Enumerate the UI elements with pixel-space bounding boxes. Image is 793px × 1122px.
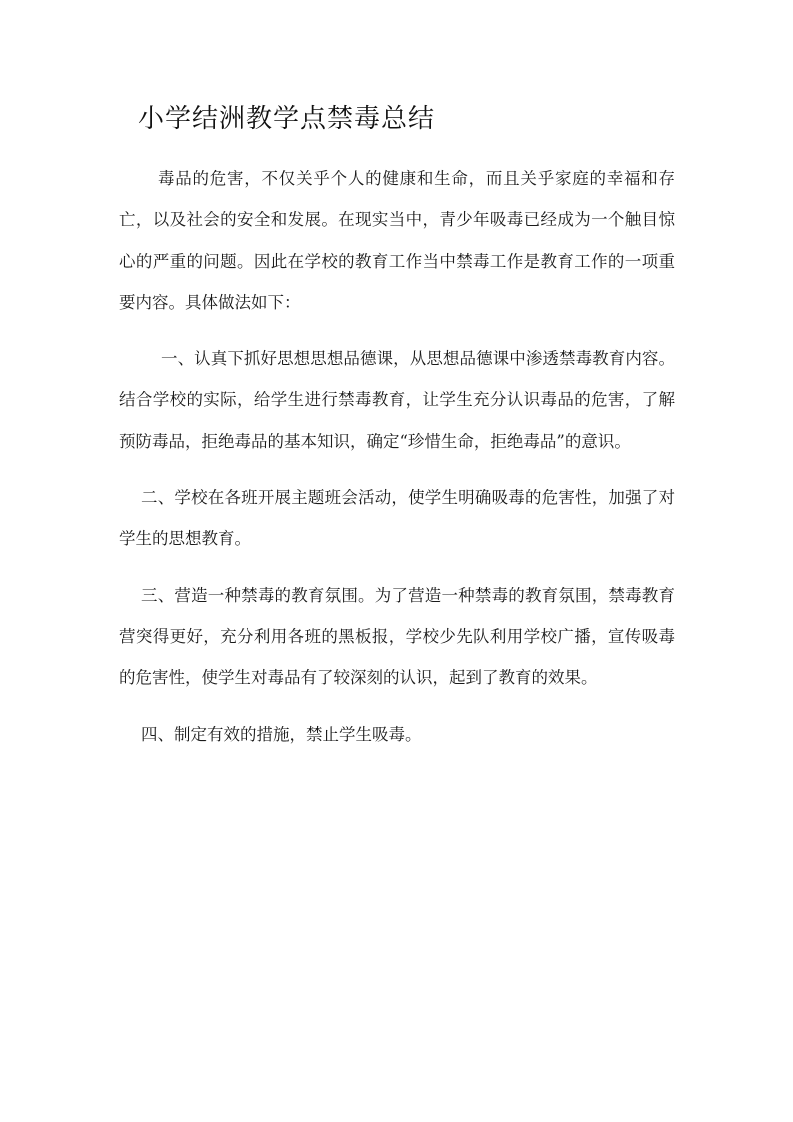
- document-body: [119, 158, 675, 755]
- paragraph-item-4: 四、制定有效的措施，禁止学生吸毒。: [141, 724, 422, 744]
- paragraph-item-3: 三、营造一种禁毒的教育氛围。为了营造一种禁毒的教育氛围，禁毒教育营突得更好，充分利用各班的黑板报，学校少先队利用学校广播，宣传吸毒的危害性，使学生对毒品有了较深刻的认识，起到了教育的效果。: [119, 585, 675, 688]
- document-title: 小学结洲教学点禁毒总结: [138, 104, 436, 134]
- paragraph-item-1: 一、认真下抓好思想思想品德课，从思想品德课中渗透禁毒教育内容。结合学校的实际，给学生进行禁毒教育，让学生充分认识毒品的危害，了解预防毒品，拒绝毒品的基本知识，确定“珍惜生命，拒绝毒品”的意识。: [119, 349, 675, 451]
- paragraph-intro: 毒品的危害，不仅关乎个人的健康和生命，而且关乎家庭的幸福和存亡，以及社会的安全和发展。在现实当中，青少年吸毒已经成为一个触目惊心的严重的问题。因此在学校的教育工作当中禁毒工作是教育工作的一项重要内容。具体做法如下：: [119, 169, 675, 312]
- paragraph-item-2: 二、学校在各班开展主题班会活动，使学生明确吸毒的危害性，加强了对学生的思想教育。: [119, 488, 675, 549]
